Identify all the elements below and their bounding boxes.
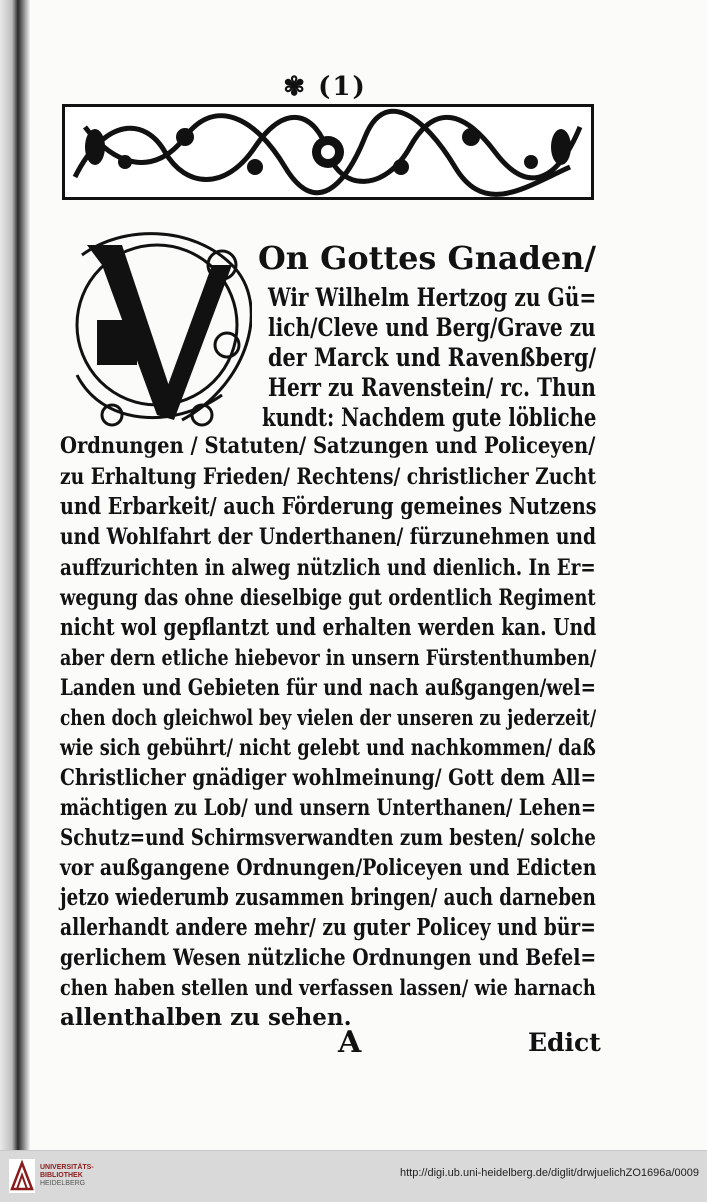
text-line: Ordnungen / Statuten/ Satzungen und Policeyen/ (60, 433, 596, 459)
viewer-footer (0, 1150, 707, 1202)
text-line: vor außgangene Ordnungen/Policeyen und Edicten (60, 855, 597, 881)
text-line: Wir Wilhelm Hertzog zu Gü= (268, 283, 597, 312)
text-line: und Erbarkeit/ auch Förderung gemeines Nutzens (60, 493, 597, 520)
text-line: kundt: Nachdem gute löbliche (262, 403, 597, 432)
text-line: Schutz=und Schirmsverwandten zum besten/ solche (60, 825, 596, 851)
signature-mark: A (338, 1025, 362, 1060)
text-line: allerhandt andere mehr/ zu guter Policey und bür= (60, 914, 596, 941)
text-line: chen haben stellen und verfassen lassen/ wie harnach (60, 975, 596, 1000)
text-line: gerlichem Wesen nützliche Ordnungen und Befel= (60, 945, 597, 971)
ornament-left-icon: ✾ (283, 72, 308, 102)
text-line: allenthalben zu sehen. (60, 1004, 352, 1031)
library-logo-text[interactable] (40, 1164, 94, 1188)
text-line: Landen und Gebieten für und nach außgangen/wel= (60, 675, 596, 701)
text-line: Christlicher gnädiger wohlmeinung/ Gott dem All= (60, 765, 597, 791)
logo-line-1: UNIVERSITÄTS- (40, 1164, 94, 1171)
logo-line-2: BIBLIOTHEK (40, 1172, 83, 1179)
text-line: der Marck und Ravenßberg/ (268, 343, 597, 372)
text-line: aber dern etliche hiebevor in unsern Fürstenthumben/ (60, 645, 597, 670)
university-library-logo-icon[interactable] (9, 1159, 35, 1193)
text-line: nicht wol gepflantzt und erhalten werden kan. Und (60, 614, 597, 641)
text-line: lich/Cleve und Berg/Grave zu (268, 313, 596, 342)
page-number-text: (1) (318, 72, 367, 102)
text-line: chen doch gleichwol bey vielen der unseren zu jederzeit/ (60, 705, 597, 730)
logo-line-3: HEIDELBERG (40, 1180, 86, 1187)
text-line: wegung das ohne dieselbige gut ordentlich Regiment (60, 585, 596, 611)
text-line: Herr zu Ravenstein/ rc. Thun (268, 373, 596, 402)
text-line: jetzo wiederumb zusammen bringen/ auch darneben (60, 884, 596, 911)
text-line: On Gottes Gnaden/ (258, 239, 597, 277)
text-line: zu Erhaltung Frieden/ Rechtens/ christlicher Zucht (60, 464, 596, 490)
text-line: auffzurichten in alweg nützlich und dienlich. In Er= (60, 555, 596, 581)
text-line: wie sich gebührt/ nicht gelebt und nachkommen/ daß (60, 735, 596, 761)
document-url[interactable]: http://digi.ub.uni-heidelberg.de/diglit/drwjuelichZO1696a/0009 (399, 1167, 699, 1179)
text-line: und Wohlfahrt der Underthanen/ fürzunehmen und (60, 524, 596, 550)
catchword: Edict (528, 1028, 601, 1057)
text-line: mächtigen zu Lob/ und unsern Unterthanen/ Lehen= (60, 795, 597, 821)
